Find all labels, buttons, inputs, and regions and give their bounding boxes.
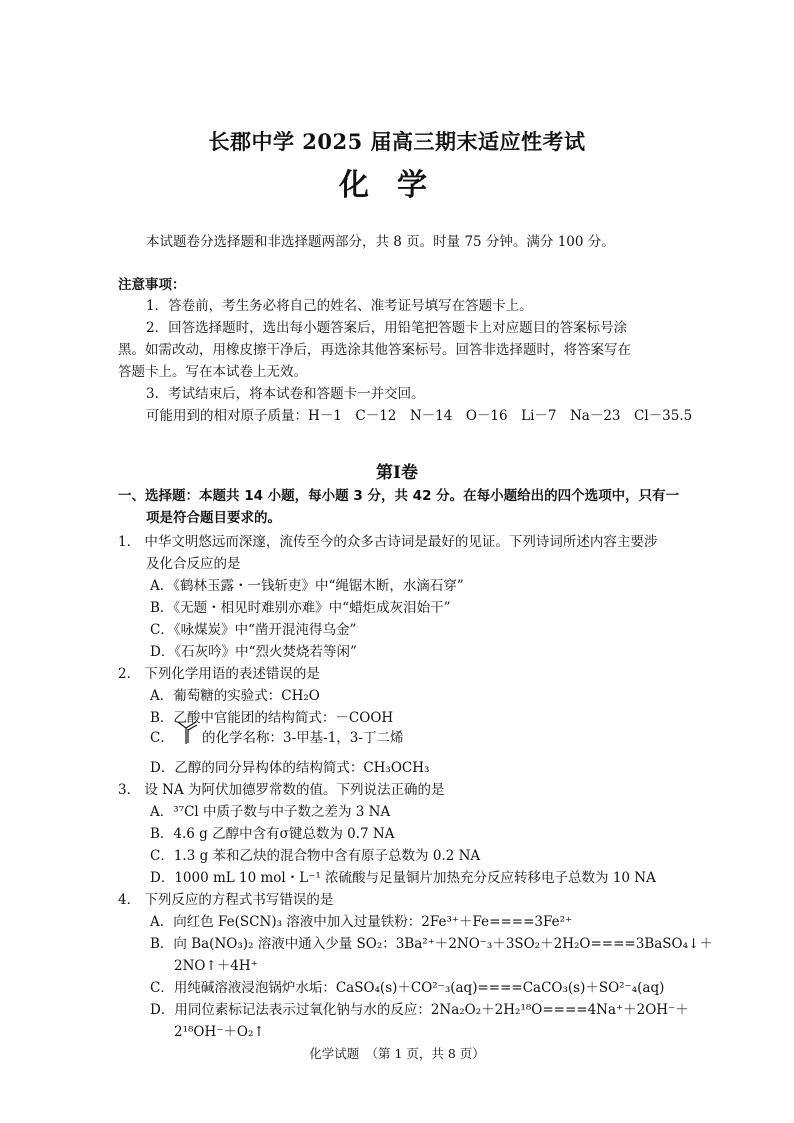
q3-option-b: B．4.6 g 乙醇中含有σ键总数为 0.7 NA: [150, 826, 395, 842]
q1-option-a: A．《鹤林玉露・一钱斩吏》中“绳锯木断，水滴石穿”: [150, 578, 464, 594]
q4-option-b-line-2: 2NO↑＋4H⁺: [174, 958, 258, 974]
notice-item-3: 3．考试结束后，将本试卷和答题卡一并交回。: [146, 386, 425, 402]
q1-stem-line-1: 1． 中华文明悠远而深邃，流传至今的众多古诗词是最好的见证。下列诗词所述内容主要涉: [118, 534, 658, 550]
intro-text: 本试题卷分选择题和非选择题两部分，共 8 页。时量 75 分钟。满分 100 分。: [146, 234, 615, 250]
q2-option-c-text: 的化学名称：3-甲基-1，3-丁二烯: [202, 730, 404, 746]
notice-item-2-line-1: 2．回答选择题时，选出每小题答案后，用铅笔把答题卡上对应题目的答案标号涂: [146, 320, 628, 336]
q1-option-c: C．《咏煤炭》中“凿开混沌得乌金”: [150, 622, 357, 638]
q3-stem: 3． 设 NA 为阿伏加德罗常数的值。下列说法正确的是: [118, 782, 445, 798]
q3-option-c: C．1.3 g 苯和乙炔的混合物中含有原子总数为 0.2 NA: [150, 848, 481, 864]
section-heading-line-1: 一、选择题：本题共 14 小题，每小题 3 分，共 42 分。在每小题给出的四个选项中，只有一: [118, 488, 680, 504]
subject-title: 化学: [339, 168, 455, 203]
q1-option-d: D．《石灰吟》中“烈火焚烧若等闲”: [150, 644, 357, 660]
q1-option-b: B．《无题・相见时难别亦难》中“蜡炬成灰泪始干”: [150, 600, 451, 616]
q3-option-a: A．³⁷Cl 中质子数与中子数之差为 3 NA: [150, 804, 391, 820]
q4-stem: 4． 下列反应的方程式书写错误的是: [118, 892, 334, 908]
q4-option-d-line-1: D．用同位素标记法表示过氧化钠与水的反应：2Na₂O₂＋2H₂¹⁸O====4Na⁺＋2OH⁻＋: [150, 1002, 689, 1018]
q2-stem: 2． 下列化学用语的表述错误的是: [118, 666, 320, 682]
q2-option-a: A．葡萄糖的实验式：CH₂O: [150, 688, 320, 704]
q4-option-d-line-2: 2¹⁸OH⁻＋O₂↑: [174, 1024, 265, 1040]
q4-option-a: A．向红色 Fe(SCN)₃ 溶液中加入过量铁粉：2Fe³⁺＋Fe====3Fe²⁺: [150, 914, 573, 930]
notice-item-1: 1．答卷前，考生务必将自己的姓名、准考证号填写在答题卡上。: [146, 298, 533, 314]
page-footer: 化学试题 （第 1 页，共 8 页）: [309, 1046, 485, 1061]
q2-option-b: B．乙酸中官能团的结构简式：－COOH: [150, 710, 394, 726]
isoprene-structure-icon: [174, 718, 200, 746]
q2-option-d: D．乙醇的同分异构体的结构简式：CH₃OCH₃: [150, 760, 430, 776]
section-heading-line-2: 项是符合题目要求的。: [146, 510, 281, 526]
q4-option-b-line-1: B．向 Ba(NO₃)₂ 溶液中通入少量 SO₂：3Ba²⁺＋2NO⁻₃＋3SO₂＋2H₂O====3BaSO₄↓＋: [150, 936, 713, 952]
notice-heading: 注意事项：: [118, 277, 186, 293]
q4-option-c: C．用纯碱溶液浸泡锅炉水垢：CaSO₄(s)＋CO²⁻₃(aq)====CaCO₃(s)＋SO²⁻₄(aq): [150, 980, 665, 996]
q2-option-c-label: C．: [150, 730, 174, 746]
notice-item-2-line-2: 黑。如需改动，用橡皮擦干净后，再选涂其他答案标号。回答非选择题时，将答案写在: [118, 342, 631, 358]
q3-option-d: D．1000 mL 10 mol・L⁻¹ 浓硫酸与足量铜片加热充分反应转移电子总数为 10 NA: [150, 870, 656, 886]
notice-item-2-line-3: 答题卡上。写在本试卷上无效。: [118, 364, 307, 380]
atomic-masses: 可能用到的相对原子质量：H－1 C－12 N－14 O－16 Li－7 Na－23 Cl－35.5: [146, 408, 693, 424]
exam-title: 长郡中学 2025 届高三期末适应性考试: [208, 129, 586, 154]
q1-stem-line-2: 及化合反应的是: [146, 556, 241, 572]
part-title: 第Ⅰ卷: [376, 463, 418, 483]
